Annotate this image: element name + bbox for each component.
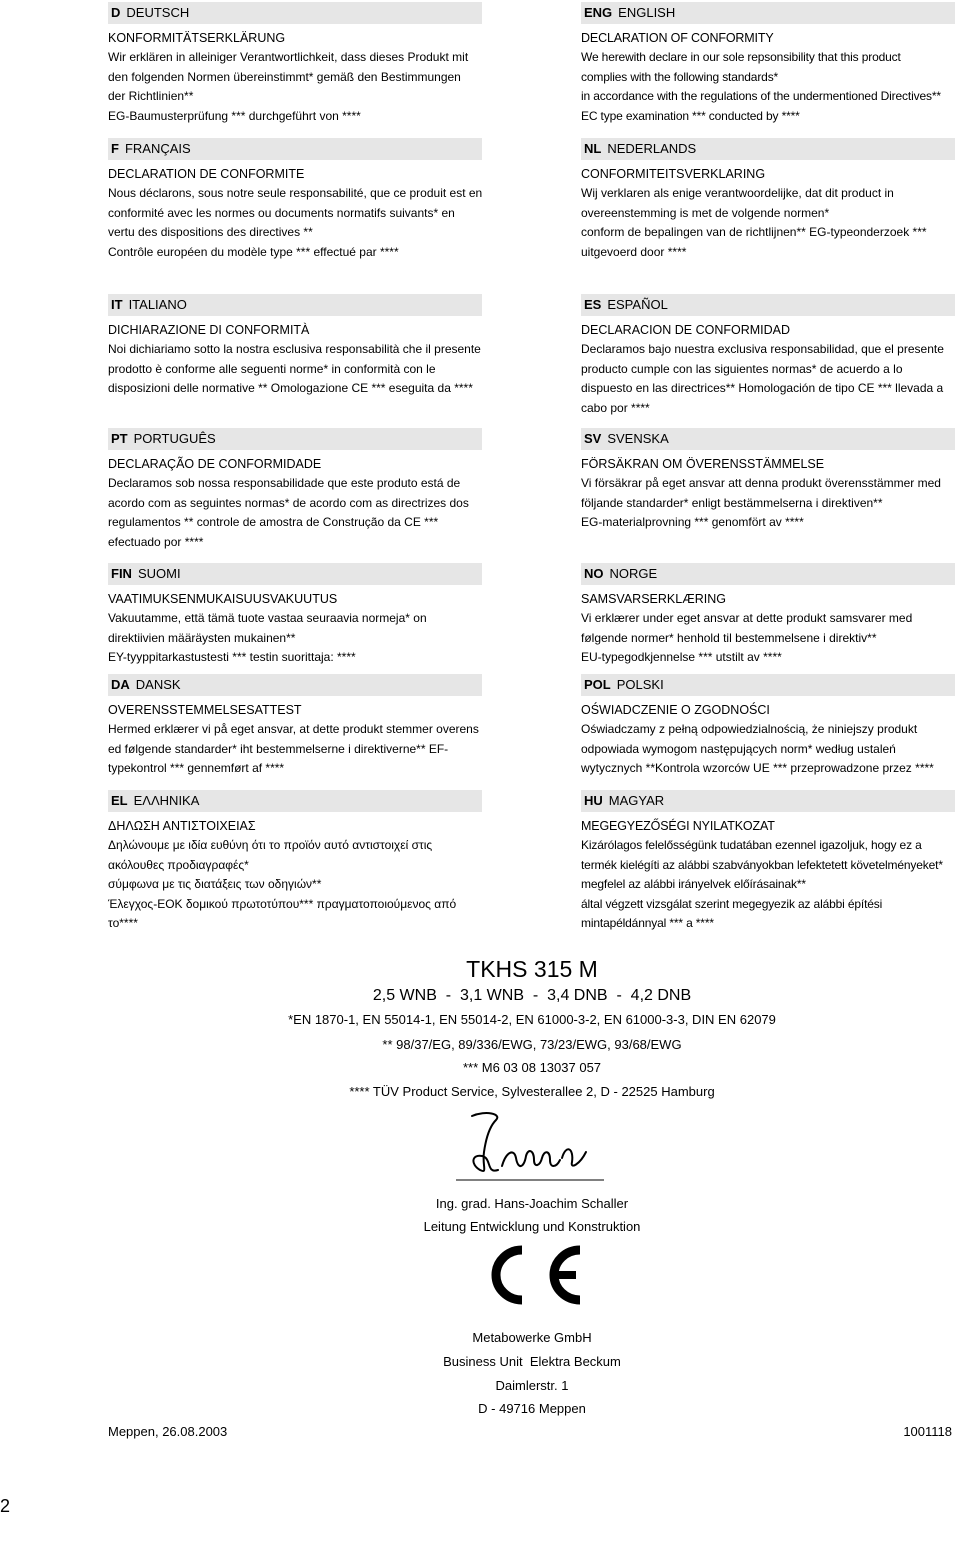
text-line: Contrôle européen du modèle type *** effectué par **** (108, 244, 399, 259)
text-line: dispuesto en las directrices** Homologación de tipo CE *** llevada a (581, 381, 944, 395)
text-line: uitgevoerd door **** (581, 244, 687, 259)
text-line: EG-materialprovning *** genomfört av **** (581, 515, 804, 529)
section-no (581, 563, 955, 668)
language-code: DA (111, 677, 130, 692)
text-line: Vi erklærer under eget ansvar at dette produkt samsvarer med (581, 611, 913, 625)
language-name: NORGE (609, 566, 658, 581)
declaration-text (108, 340, 482, 399)
section-hu (581, 790, 955, 934)
company-unit: Business Unit Elektra Beckum (443, 1354, 621, 1369)
language-code: PT (111, 431, 128, 446)
language-code: SV (584, 431, 602, 446)
text-line: den folgenden Normen übereinstimmt* gemäß den Bestimmungen (108, 69, 461, 84)
section-es (581, 294, 955, 418)
text-line: Kizárólagos felelősségünk tudatában ezennel igazoljuk, hogy ez a (581, 838, 922, 852)
place-date: Meppen, 26.08.2003 (108, 1424, 228, 1439)
text-line: ακόλουθες προδιαγραφές* (108, 857, 249, 872)
text-line: mintapéldánnyal *** a **** (581, 916, 714, 930)
page-number: 2 (0, 1496, 11, 1516)
section-sv (581, 428, 955, 533)
text-line: direktiivien määräysten mukainen** (108, 630, 296, 645)
declaration-text (108, 836, 482, 934)
text-line: Wir erklären in alleiniger Verantwortlichkeit, dass dieses Produkt mit (108, 50, 469, 64)
text-line: följande standarder* enligt bestämmelserna i direktiven** (581, 495, 883, 510)
section-header (581, 790, 955, 812)
declaration-title: VAATIMUKSENMUKAISUUSVAKUUTUS (108, 592, 338, 606)
ce-mark-icon (470, 1244, 590, 1306)
text-line: producto cumple con las siguientes normas* de acuerdo a lo (581, 361, 903, 376)
text-line: által végzett vizsgálat szerint megegyezik az alábbi építési (581, 896, 883, 911)
declaration-text (108, 48, 482, 126)
section-header (108, 563, 482, 585)
language-name: MAGYAR (608, 793, 665, 808)
text-line: Hermed erklærer vi på eget ansvar, at dette produkt stemmer overens (108, 722, 479, 736)
standards-line: *EN 1870-1, EN 55014-1, EN 55014-2, EN 61000-3-2, EN 61000-3-3, DIN EN 62079 (288, 1012, 776, 1027)
language-code: ENG (584, 5, 613, 20)
language-name: DANSK (135, 677, 181, 692)
text-line: wytycznych **Kontrola wzorców UE *** przeprowadzone przez **** (581, 761, 934, 775)
signatory-name: Ing. grad. Hans-Joachim Schaller (435, 1196, 629, 1211)
section-el (108, 790, 482, 934)
language-code: IT (111, 297, 123, 312)
text-line: efectuado por **** (108, 534, 204, 549)
text-line: το**** (108, 916, 138, 930)
directives-line: ** 98/37/EG, 89/336/EWG, 73/23/EWG, 93/68/EWG (382, 1037, 682, 1052)
declaration-title: CONFORMITEITSVERKLARING (581, 167, 766, 181)
section-header (581, 138, 955, 160)
section-header (581, 674, 955, 696)
text-line: odpowiada wymogom następujących norm* według ustaleń (581, 741, 896, 756)
text-line: EC type examination *** conducted by **** (581, 108, 800, 123)
section-header (581, 428, 955, 450)
declaration-title: SAMSVARSERKLÆRING (581, 592, 726, 606)
text-line: complies with the following standards* (581, 69, 779, 84)
product-model: TKHS 315 M (466, 956, 598, 982)
text-line: EY-tyyppitarkastustesti *** testin suorittaja: **** (108, 650, 356, 664)
section-nl (581, 138, 955, 262)
declaration-title: DECLARACION DE CONFORMIDAD (581, 323, 791, 337)
section-fi (108, 563, 482, 668)
section-header (581, 2, 955, 24)
text-line: Declaramos bajo nuestra exclusiva responsabilidad, que el presente (581, 342, 944, 356)
language-name: NEDERLANDS (607, 141, 697, 156)
section-header (108, 294, 482, 316)
section-header (108, 790, 482, 812)
declaration-title: DECLARAÇÃO DE CONFORMIDADE (108, 457, 322, 471)
language-code: ES (584, 297, 602, 312)
text-line: typekontrol *** gennemført af **** (108, 761, 285, 775)
declaration-text (108, 474, 482, 552)
language-name: SUOMI (137, 566, 181, 581)
declaration-text (581, 474, 955, 533)
text-line: σύμφωνα με τις διατάξεις των οδηγιών** (108, 877, 322, 891)
language-name: ITALIANO (128, 297, 187, 312)
language-code: HU (584, 793, 603, 808)
company-street: Daimlerstr. 1 (495, 1378, 569, 1393)
company-name: Metabowerke GmbH (472, 1330, 592, 1345)
section-header (108, 674, 482, 696)
section-header (108, 428, 482, 450)
section-header (108, 2, 482, 24)
language-name: ESPAÑOL (607, 297, 668, 312)
document-number: 1001118 (903, 1424, 952, 1439)
language-name: ΕΛΛΗΝΙΚΑ (133, 793, 200, 808)
declaration-title: ΔΗΛΩΣΗ ΑΝΤΙΣΤΟΙΧΕΙΑΣ (108, 819, 256, 833)
text-line: Vi försäkrar på eget ansvar att denna produkt överensstämmer med (581, 476, 941, 490)
text-line: conform de bepalingen van de richtlijnen** EG-typeonderzoek *** (581, 225, 927, 239)
declaration-title: DECLARATION OF CONFORMITY (581, 31, 774, 45)
language-code: EL (111, 793, 128, 808)
text-line: EU-typegodkjennelse *** utstilt av **** (581, 650, 782, 664)
declaration-title: KONFORMITÄTSERKLÄRUNG (108, 31, 286, 45)
text-line: vertu des dispositions des directives ** (108, 225, 313, 239)
declaration-text (581, 609, 955, 668)
language-code: NL (584, 141, 602, 156)
text-line: Wij verklaren als enige verantwoordelijke, dat dit product in (581, 186, 894, 200)
declaration-title: FÖRSÄKRAN OM ÖVERENSSTÄMMELSE (581, 457, 825, 471)
declaration-text (581, 340, 955, 418)
declaration-text (108, 609, 482, 668)
language-code: NO (584, 566, 604, 581)
language-name: ENGLISH (618, 5, 676, 20)
section-pt (108, 428, 482, 552)
product-variants: 2,5 WNB - 3,1 WNB - 3,4 DNB - 4,2 DNB (372, 987, 692, 1004)
text-line: megfelel az alábbi irányelvek előírásainak** (581, 877, 806, 891)
text-line: ed følgende standarder* iht bestemmelserne i direktiverne** EF- (108, 741, 449, 756)
text-line: termék kielégíti az alábbi szabványokban lefektetett követelményeket* (581, 857, 943, 872)
text-line: acordo com as seguintes normas* de acordo com as directrizes dos (108, 495, 469, 510)
language-name: DEUTSCH (126, 5, 190, 20)
language-code: FIN (111, 566, 132, 581)
declaration-text (581, 184, 955, 262)
declaration-text (108, 720, 482, 779)
section-it (108, 294, 482, 399)
declaration-title: OŚWIADCZENIE O ZGODNOŚCI (581, 703, 770, 717)
section-header (581, 294, 955, 316)
text-line: We herewith declare in our sole repsonsibility that this product (581, 50, 901, 64)
text-line: disposizioni delle normative ** Omologazione CE *** eseguita da **** (108, 381, 473, 395)
section-header (581, 563, 955, 585)
signatory-role: Leitung Entwicklung und Konstruktion (423, 1219, 641, 1234)
language-code: D (111, 5, 121, 20)
text-line: in accordance with the regulations of the undermentioned Directives** (581, 89, 941, 103)
text-line: overeenstemming is met de volgende normen* (581, 205, 830, 220)
text-line: Έλεγχος-ΕΟΚ δομικού πρωτοτύπου*** πραγματοποιούμενος από (108, 896, 457, 911)
section-header (108, 138, 482, 160)
language-name: PORTUGUÊS (133, 431, 216, 446)
section-fr (108, 138, 482, 262)
section-en (581, 2, 955, 126)
text-line: regulamentos ** controle de amostra de Construção da CE *** (108, 515, 439, 529)
language-name: FRANÇAIS (124, 141, 191, 156)
language-code: F (111, 141, 119, 156)
declaration-title: DECLARATION DE CONFORMITE (108, 167, 305, 181)
declaration-text (108, 184, 482, 262)
text-line: der Richtlinien** (108, 89, 194, 103)
declaration-title: OVERENSSTEMMELSESATTEST (108, 703, 302, 717)
declaration-title: MEGEGYEZŐSÉGI NYILATKOZAT (581, 819, 775, 833)
section-da (108, 674, 482, 779)
declaration-text (581, 48, 955, 126)
text-line: Vakuutamme, että tämä tuote vastaa seuraavia normeja* on (108, 611, 427, 625)
company-city: D - 49716 Meppen (478, 1401, 586, 1416)
language-name: POLSKI (616, 677, 664, 692)
language-name: SVENSKA (607, 431, 669, 446)
text-line: Nous déclarons, sous notre seule responsabilité, que ce produit est en (108, 186, 483, 200)
text-line: prodotto è conforme alle seguenti norme* in conformità con le (108, 361, 436, 376)
text-line: EG-Baumusterprüfung *** durchgeführt von **** (108, 108, 361, 123)
text-line: Noi dichiariamo sotto la nostra esclusiva responsabilità che il presente (108, 342, 481, 356)
text-line: Declaramos sob nossa responsabilidade que este produto está de (108, 476, 461, 490)
certificate-line: *** M6 03 08 13037 057 (462, 1060, 602, 1075)
section-de (108, 2, 482, 126)
notified-body-line: **** TÜV Product Service, Sylvesterallee 2, D - 22525 Hamburg (349, 1084, 715, 1099)
text-line: Oświadczamy z pełną odpowiedzialnością, że niniejszy produkt (581, 722, 918, 736)
declaration-text (581, 836, 955, 934)
signature (450, 1108, 620, 1184)
declaration-title: DICHIARAZIONE DI CONFORMITÀ (108, 323, 310, 337)
section-pl (581, 674, 955, 779)
text-line: conformité avec les normes ou documents normatifs suivants* en (108, 205, 455, 220)
language-code: POL (584, 677, 611, 692)
declaration-text (581, 720, 955, 779)
text-line: følgende normer* henhold til bestemmelsene i direktiv** (581, 630, 877, 645)
text-line: Δηλώνουμε με ιδία ευθύνη ότι το προϊόν αυτό αντιστοιχεί στις (108, 838, 433, 852)
text-line: cabo por **** (581, 400, 650, 415)
